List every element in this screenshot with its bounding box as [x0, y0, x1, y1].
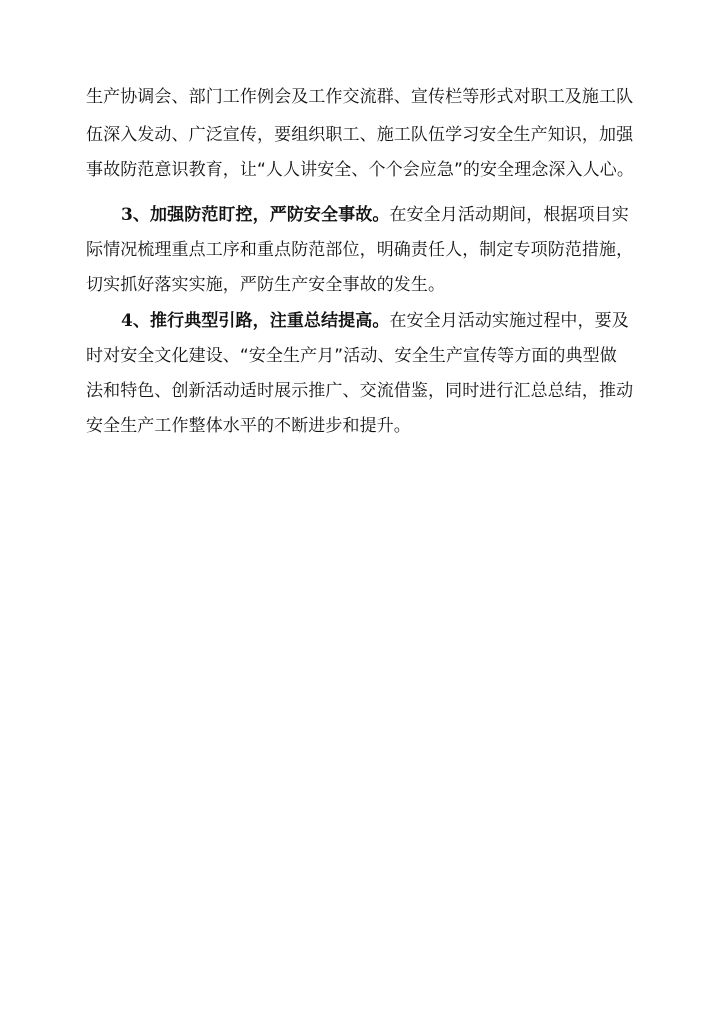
paragraph-2-line-2: 际情况梳理重点工序和重点防范部位，明确责任人，制定专项防范措施， [86, 240, 634, 260]
paragraph-3-line-2: 时对安全文化建设、“安全生产月”活动、安全生产宣传等方面的典型做 [86, 346, 617, 366]
paragraph-3-line-4: 安全生产工作整体水平的不断进步和提升。 [86, 416, 411, 436]
paragraph-3-line-3: 法和特色、创新活动适时展示推广、交流借鉴，同时进行汇总总结，推动 [86, 381, 634, 401]
paragraph-3-heading: 4、推行典型引路，注重总结提高。 [121, 311, 390, 331]
paragraph-1-line-2: 伍深入发动、广泛宣传，要组织职工、施工队伍学习安全生产知识，加强 [86, 125, 634, 145]
paragraph-3-first-line-text: 在安全月活动实施过程中，要及 [389, 311, 629, 331]
paragraph-2-line-1 [86, 200, 629, 225]
paragraph-2-line-3: 切实抓好落实实施，严防生产安全事故的发生。 [86, 275, 446, 295]
paragraph-1-line-3: 事故防范意识教育，让“人人讲安全、个个会应急”的安全理念深入人心。 [86, 160, 634, 180]
paragraph-3-line-1 [86, 306, 629, 331]
paragraph-2-first-line-text: 在安全月活动期间，根据项目实 [389, 205, 629, 225]
paragraph-2-heading: 3、加强防范盯控，严防安全事故。 [121, 205, 390, 225]
paragraph-1-line-1: 生产协调会、部门工作例会及工作交流群、宣传栏等形式对职工及施工队 [86, 87, 634, 107]
